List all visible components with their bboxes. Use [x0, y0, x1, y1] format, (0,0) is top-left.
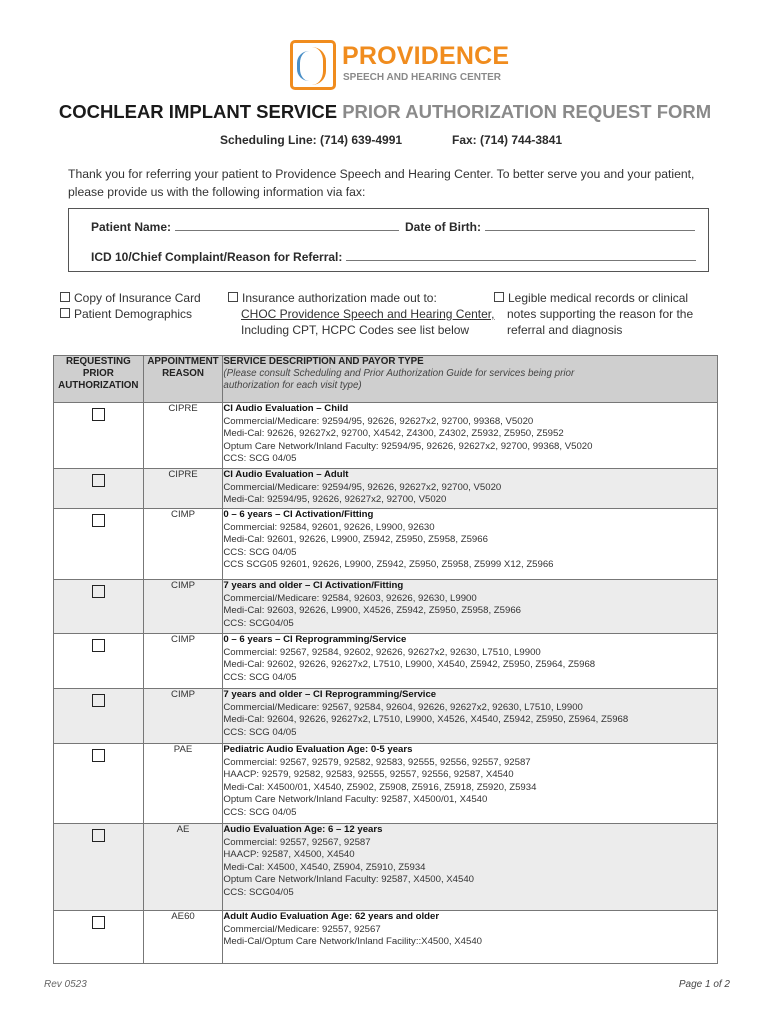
- service-title: CI Audio Evaluation – Child: [223, 403, 349, 414]
- payor-line: Medi-Cal: X4500/01, X4540, Z5902, Z5908, Z5916, Z5918, Z5920, Z5934: [223, 781, 537, 793]
- logo-name: PROVIDENCE: [342, 42, 510, 70]
- checklist-col2: [228, 290, 494, 338]
- payor-line: HAACP: 92579, 92582, 92583, 92555, 92557, 92556, 92587, X4540: [223, 769, 514, 780]
- header-service: SERVICE DESCRIPTION AND PAYOR TYPE (Please consult Scheduling and Prior Authorization Guide for services being prior authorization for each visit type): [223, 356, 718, 403]
- checklist-col1: [60, 290, 201, 322]
- request-checkbox[interactable]: [92, 474, 105, 487]
- request-checkbox[interactable]: [92, 585, 105, 598]
- request-cell: [54, 469, 144, 509]
- service-description: [223, 634, 718, 689]
- payor-line: HAACP: 92587, X4500, X4540: [223, 849, 355, 860]
- request-cell: [54, 744, 144, 824]
- table-row: [54, 911, 718, 964]
- request-cell: [54, 509, 144, 580]
- payor-line: Commercial/Medicare: 92557, 92567: [223, 923, 381, 935]
- checkbox-icon[interactable]: [494, 292, 504, 302]
- service-description: [223, 824, 718, 911]
- service-title: 0 – 6 years – CI Activation/Fitting: [223, 509, 374, 520]
- payor-line: Commercial/Medicare: 92594/95, 92626, 92627x2, 92700, 99368, V5020: [223, 415, 534, 427]
- table-row: [54, 824, 718, 911]
- service-title: Audio Evaluation Age: 6 – 12 years: [223, 824, 383, 835]
- patient-name-field[interactable]: [175, 220, 399, 231]
- service-description: [223, 580, 718, 634]
- checklist-item[interactable]: Insurance authorization made out to:: [228, 290, 494, 306]
- service-description: [223, 403, 718, 469]
- checklist-item[interactable]: Legible medical records or clinical: [494, 290, 693, 306]
- request-checkbox[interactable]: [92, 829, 105, 842]
- providence-logo: [290, 40, 510, 92]
- fax-line: Fax: (714) 744-3841: [452, 133, 563, 147]
- header-requesting: REQUESTING PRIOR AUTHORIZATION: [54, 356, 144, 403]
- payor-line: CCS: SCG 04/05: [223, 453, 297, 464]
- appointment-code: CIMP: [143, 509, 223, 580]
- table-row: [54, 403, 718, 469]
- request-checkbox[interactable]: [92, 694, 105, 707]
- checklist-item-note: referral and diagnosis: [507, 323, 623, 337]
- payor-line: Commercial: 92584, 92601, 92626, L9900, 92630: [223, 521, 435, 533]
- payor-line: Medi-Cal: 92603, 92626, L9900, X4526, Z5942, Z5950, Z5958, Z5966: [223, 605, 521, 616]
- request-checkbox[interactable]: [92, 749, 105, 762]
- table-row: [54, 509, 718, 580]
- checklist-item-note: notes supporting the reason for the: [507, 307, 694, 321]
- form-title-part2: PRIOR AUTHORIZATION REQUEST FORM: [342, 101, 712, 122]
- service-title: 0 – 6 years – CI Reprogramming/Service: [223, 634, 407, 645]
- table-row: [54, 634, 718, 689]
- checklist-item[interactable]: Patient Demographics: [60, 306, 201, 322]
- request-checkbox[interactable]: [92, 916, 105, 929]
- payor-line: Commercial/Medicare: 92567, 92584, 92604, 92626, 92627x2, 92630, L7510, L9900: [223, 701, 583, 713]
- table-row: [54, 580, 718, 634]
- appointment-code: CIMP: [143, 634, 223, 689]
- logo-icon: [290, 40, 336, 90]
- payor-line: Medi-Cal/Optum Care Network/Inland Facility::X4500, X4540: [223, 936, 482, 947]
- checkbox-icon[interactable]: [228, 292, 238, 302]
- service-title: CI Audio Evaluation – Adult: [223, 469, 349, 480]
- payor-line: Commercial: 92567, 92584, 92602, 92626, 92627x2, 92630, L7510, L9900: [223, 646, 541, 658]
- revision-label: Rev 0523: [44, 979, 87, 990]
- header-appointment: APPOINTMENT REASON: [143, 356, 223, 403]
- icd-field[interactable]: [346, 250, 696, 261]
- appointment-code: CIMP: [143, 580, 223, 634]
- payor-line: Commercial: 92567, 92579, 92582, 92583, 92555, 92556, 92557, 92587: [223, 756, 531, 768]
- payor-line: CCS: SCG 04/05: [223, 546, 297, 558]
- service-title: 7 years and older – CI Reprogramming/Service: [223, 689, 437, 700]
- patient-name-label: Patient Name:: [91, 220, 172, 234]
- service-description: [223, 689, 718, 744]
- payor-line: Commercial/Medicare: 92594/95, 92626, 92627x2, 92700, V5020: [223, 481, 502, 493]
- patient-name-row: [91, 220, 399, 234]
- dob-label: Date of Birth:: [405, 220, 481, 234]
- service-description: [223, 469, 718, 509]
- payor-line: Medi-Cal: 92604, 92626, 92627x2, L7510, L9900, X4526, X4540, Z5942, Z5950, Z5964, Z5968: [223, 714, 629, 725]
- service-description: [223, 744, 718, 824]
- checklist-col3: [494, 290, 693, 338]
- logo-subtitle: SPEECH AND HEARING CENTER: [343, 72, 501, 83]
- appointment-code: CIPRE: [143, 469, 223, 509]
- form-title-part1: COCHLEAR IMPLANT SERVICE: [58, 101, 338, 122]
- dob-row: [405, 220, 695, 234]
- payor-line: CCS: SCG04/05: [223, 886, 294, 898]
- icd-row: [91, 250, 696, 264]
- payor-line: CCS: SCG 04/05: [223, 806, 297, 818]
- service-title: 7 years and older – CI Activation/Fitting: [223, 580, 404, 591]
- payor-line: Optum Care Network/Inland Faculty: 92587, X4500, X4540: [223, 874, 475, 885]
- service-title: Adult Audio Evaluation Age: 62 years and older: [223, 911, 440, 922]
- page-number: Page 1 of 2: [678, 979, 730, 990]
- payor-line: Medi-Cal: 92601, 92626, L9900, Z5942, Z5950, Z5958, Z5966: [223, 534, 488, 545]
- patient-info-box: [68, 208, 709, 272]
- appointment-code: AE: [143, 824, 223, 911]
- request-cell: [54, 689, 144, 744]
- icd-label: ICD 10/Chief Complaint/Reason for Referral:: [91, 250, 343, 264]
- request-cell: [54, 824, 144, 911]
- request-cell: [54, 403, 144, 469]
- request-checkbox[interactable]: [92, 639, 105, 652]
- request-checkbox[interactable]: [92, 514, 105, 527]
- payor-line: Commercial/Medicare: 92584, 92603, 92626, 92630, L9900: [223, 592, 477, 604]
- service-description: [223, 911, 718, 964]
- payor-line: CCS: SCG04/05: [223, 617, 294, 629]
- form-title: [0, 101, 770, 123]
- service-title: Pediatric Audio Evaluation Age: 0-5 years: [223, 744, 413, 755]
- request-cell: [54, 580, 144, 634]
- appointment-code: AE60: [143, 911, 223, 964]
- service-description: [223, 509, 718, 580]
- scheduling-line: Scheduling Line: (714) 639-4991: [220, 133, 403, 147]
- table-row: [54, 469, 718, 509]
- appointment-code: CIMP: [143, 689, 223, 744]
- payor-line: Medi-Cal: 92594/95, 92626, 92627x2, 92700, V5020: [223, 494, 447, 505]
- dob-field[interactable]: [485, 220, 695, 231]
- services-table: [53, 355, 718, 964]
- request-checkbox[interactable]: [92, 408, 105, 421]
- payor-line: Optum Care Network/Inland Faculty: 92587, X4500/01, X4540: [223, 794, 488, 805]
- payor-line: CCS SCG05 92601, 92626, L9900, Z5942, Z5950, Z5958, Z5999 X12, Z5966: [223, 559, 554, 570]
- checklist-item-link: CHOC Providence Speech and Hearing Center,: [241, 307, 495, 321]
- table-row: [54, 689, 718, 744]
- checkbox-icon[interactable]: [60, 292, 70, 302]
- checklist-item-note: Including CPT, HCPC Codes see list below: [241, 323, 470, 337]
- checklist-item[interactable]: Copy of Insurance Card: [60, 290, 201, 306]
- request-cell: [54, 634, 144, 689]
- payor-line: Medi-Cal: 92626, 92627x2, 92700, X4542, Z4300, Z4302, Z5932, Z5950, Z5952: [223, 428, 564, 439]
- checkbox-icon[interactable]: [60, 308, 70, 318]
- payor-line: CCS: SCG 04/05: [223, 726, 297, 738]
- table-row: [54, 744, 718, 824]
- payor-line: CCS: SCG 04/05: [223, 671, 297, 683]
- appointment-code: CIPRE: [143, 403, 223, 469]
- appointment-code: PAE: [143, 744, 223, 824]
- payor-line: Optum Care Network/Inland Faculty: 92594/95, 92626, 92627x2, 92700, 99368, V5020: [223, 440, 593, 452]
- payor-line: Medi-Cal: 92602, 92626, 92627x2, L7510, L9900, X4540, Z5942, Z5950, Z5964, Z5968: [223, 659, 596, 670]
- request-cell: [54, 911, 144, 964]
- payor-line: Commercial: 92557, 92567, 92587: [223, 836, 371, 848]
- payor-line: Medi-Cal: X4500, X4540, Z5904, Z5910, Z5934: [223, 861, 426, 873]
- table-header-row: [54, 356, 718, 403]
- intro-text: Thank you for referring your patient to Providence Speech and Hearing Center. To better serve you and your patient, please provide us with the following information via fax:: [68, 167, 695, 199]
